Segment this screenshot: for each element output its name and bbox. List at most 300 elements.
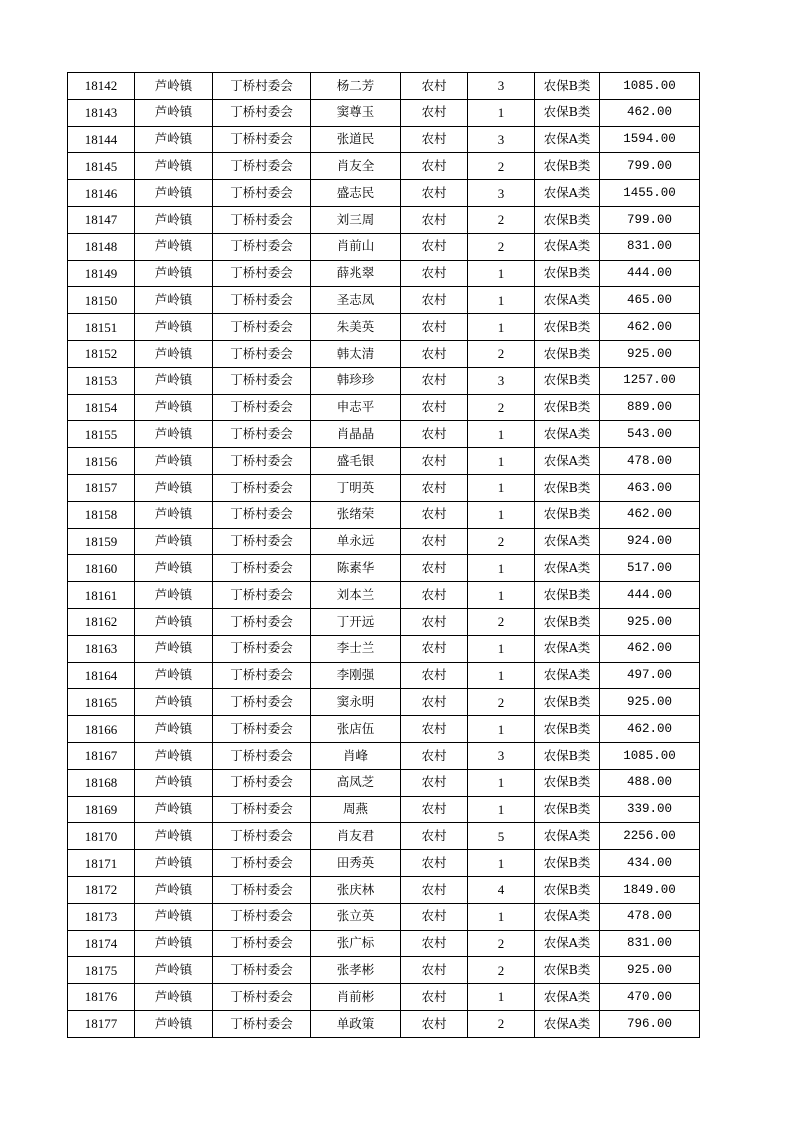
table-row [68,608,700,635]
household-type-cell: 农村 [401,394,468,421]
household-type-cell: 农村 [401,314,468,341]
record-id-cell: 18163 [68,635,135,662]
record-id-cell: 18170 [68,823,135,850]
records-body [68,73,700,1038]
town-cell: 芦岭镇 [135,984,213,1011]
amount-cell: 1085.00 [600,73,700,100]
table-row [68,340,700,367]
town-cell: 芦岭镇 [135,796,213,823]
record-id-cell: 18171 [68,850,135,877]
table-row [68,394,700,421]
town-cell: 芦岭镇 [135,340,213,367]
person-count-cell: 2 [468,340,535,367]
village-committee-cell: 丁桥村委会 [213,823,311,850]
amount-cell: 925.00 [600,340,700,367]
household-type-cell: 农村 [401,367,468,394]
amount-cell: 925.00 [600,608,700,635]
record-id-cell: 18175 [68,957,135,984]
person-count-cell: 1 [468,716,535,743]
amount-cell: 1594.00 [600,126,700,153]
person-name-cell: 肖前山 [311,233,401,260]
insurance-category-cell: 农保B类 [535,608,600,635]
insurance-category-cell: 农保A类 [535,823,600,850]
table-row [68,635,700,662]
record-id-cell: 18149 [68,260,135,287]
person-count-cell: 2 [468,394,535,421]
village-committee-cell: 丁桥村委会 [213,233,311,260]
person-count-cell: 2 [468,153,535,180]
village-committee-cell: 丁桥村委会 [213,501,311,528]
town-cell: 芦岭镇 [135,903,213,930]
person-count-cell: 2 [468,608,535,635]
person-name-cell: 刘本兰 [311,582,401,609]
town-cell: 芦岭镇 [135,662,213,689]
village-committee-cell: 丁桥村委会 [213,73,311,100]
table-row [68,796,700,823]
village-committee-cell: 丁桥村委会 [213,99,311,126]
person-name-cell: 盛志民 [311,180,401,207]
record-id-cell: 18169 [68,796,135,823]
person-name-cell: 田秀英 [311,850,401,877]
amount-cell: 339.00 [600,796,700,823]
table-row [68,957,700,984]
town-cell: 芦岭镇 [135,180,213,207]
household-type-cell: 农村 [401,206,468,233]
amount-cell: 463.00 [600,474,700,501]
table-row [68,903,700,930]
records-table [67,72,700,1038]
amount-cell: 462.00 [600,716,700,743]
insurance-category-cell: 农保A类 [535,662,600,689]
record-id-cell: 18148 [68,233,135,260]
table-row [68,662,700,689]
town-cell: 芦岭镇 [135,555,213,582]
town-cell: 芦岭镇 [135,448,213,475]
record-id-cell: 18162 [68,608,135,635]
household-type-cell: 农村 [401,957,468,984]
table-row [68,823,700,850]
amount-cell: 478.00 [600,903,700,930]
person-name-cell: 张广标 [311,930,401,957]
town-cell: 芦岭镇 [135,99,213,126]
person-name-cell: 肖友全 [311,153,401,180]
record-id-cell: 18168 [68,769,135,796]
amount-cell: 799.00 [600,153,700,180]
person-count-cell: 2 [468,1010,535,1037]
amount-cell: 462.00 [600,501,700,528]
amount-cell: 831.00 [600,233,700,260]
village-committee-cell: 丁桥村委会 [213,796,311,823]
town-cell: 芦岭镇 [135,1010,213,1037]
person-name-cell: 张道民 [311,126,401,153]
amount-cell: 497.00 [600,662,700,689]
amount-cell: 889.00 [600,394,700,421]
village-committee-cell: 丁桥村委会 [213,903,311,930]
table-row [68,1010,700,1037]
village-committee-cell: 丁桥村委会 [213,930,311,957]
insurance-category-cell: 农保B类 [535,367,600,394]
village-committee-cell: 丁桥村委会 [213,448,311,475]
insurance-category-cell: 农保B类 [535,340,600,367]
village-committee-cell: 丁桥村委会 [213,287,311,314]
village-committee-cell: 丁桥村委会 [213,394,311,421]
amount-cell: 462.00 [600,99,700,126]
person-count-cell: 5 [468,823,535,850]
household-type-cell: 农村 [401,126,468,153]
amount-cell: 1849.00 [600,876,700,903]
insurance-category-cell: 农保A类 [535,984,600,1011]
amount-cell: 543.00 [600,421,700,448]
town-cell: 芦岭镇 [135,823,213,850]
person-count-cell: 2 [468,206,535,233]
table-row [68,850,700,877]
person-name-cell: 盛毛银 [311,448,401,475]
table-row [68,153,700,180]
village-committee-cell: 丁桥村委会 [213,153,311,180]
person-count-cell: 3 [468,742,535,769]
insurance-category-cell: 农保B类 [535,742,600,769]
record-id-cell: 18146 [68,180,135,207]
person-count-cell: 3 [468,367,535,394]
household-type-cell: 农村 [401,608,468,635]
amount-cell: 517.00 [600,555,700,582]
person-count-cell: 1 [468,501,535,528]
table-row [68,287,700,314]
person-name-cell: 丁开远 [311,608,401,635]
household-type-cell: 农村 [401,876,468,903]
person-name-cell: 张孝彬 [311,957,401,984]
household-type-cell: 农村 [401,662,468,689]
record-id-cell: 18142 [68,73,135,100]
amount-cell: 1085.00 [600,742,700,769]
town-cell: 芦岭镇 [135,716,213,743]
person-count-cell: 1 [468,448,535,475]
person-name-cell: 张绪荣 [311,501,401,528]
table-row [68,769,700,796]
person-count-cell: 3 [468,180,535,207]
town-cell: 芦岭镇 [135,421,213,448]
record-id-cell: 18167 [68,742,135,769]
town-cell: 芦岭镇 [135,501,213,528]
record-id-cell: 18164 [68,662,135,689]
record-id-cell: 18166 [68,716,135,743]
village-committee-cell: 丁桥村委会 [213,340,311,367]
amount-cell: 1455.00 [600,180,700,207]
insurance-category-cell: 农保B类 [535,689,600,716]
insurance-category-cell: 农保B类 [535,850,600,877]
person-name-cell: 肖晶晶 [311,421,401,448]
person-count-cell: 2 [468,528,535,555]
household-type-cell: 农村 [401,448,468,475]
person-count-cell: 1 [468,421,535,448]
amount-cell: 831.00 [600,930,700,957]
household-type-cell: 农村 [401,180,468,207]
town-cell: 芦岭镇 [135,957,213,984]
village-committee-cell: 丁桥村委会 [213,421,311,448]
person-name-cell: 单永远 [311,528,401,555]
amount-cell: 444.00 [600,260,700,287]
town-cell: 芦岭镇 [135,742,213,769]
village-committee-cell: 丁桥村委会 [213,850,311,877]
household-type-cell: 农村 [401,555,468,582]
household-type-cell: 农村 [401,260,468,287]
insurance-category-cell: 农保B类 [535,206,600,233]
town-cell: 芦岭镇 [135,153,213,180]
person-name-cell: 杨二芳 [311,73,401,100]
person-count-cell: 1 [468,555,535,582]
person-name-cell: 张庆林 [311,876,401,903]
record-id-cell: 18150 [68,287,135,314]
village-committee-cell: 丁桥村委会 [213,555,311,582]
town-cell: 芦岭镇 [135,206,213,233]
person-name-cell: 丁明英 [311,474,401,501]
person-name-cell: 窦尊玉 [311,99,401,126]
village-committee-cell: 丁桥村委会 [213,689,311,716]
amount-cell: 478.00 [600,448,700,475]
record-id-cell: 18177 [68,1010,135,1037]
person-count-cell: 1 [468,287,535,314]
record-id-cell: 18155 [68,421,135,448]
table-row [68,474,700,501]
town-cell: 芦岭镇 [135,367,213,394]
table-row [68,716,700,743]
insurance-category-cell: 农保A类 [535,448,600,475]
village-committee-cell: 丁桥村委会 [213,260,311,287]
household-type-cell: 农村 [401,153,468,180]
household-type-cell: 农村 [401,742,468,769]
amount-cell: 462.00 [600,635,700,662]
town-cell: 芦岭镇 [135,233,213,260]
person-name-cell: 李士兰 [311,635,401,662]
amount-cell: 796.00 [600,1010,700,1037]
insurance-category-cell: 农保A类 [535,233,600,260]
town-cell: 芦岭镇 [135,930,213,957]
person-count-cell: 1 [468,850,535,877]
village-committee-cell: 丁桥村委会 [213,582,311,609]
household-type-cell: 农村 [401,930,468,957]
person-name-cell: 肖前彬 [311,984,401,1011]
town-cell: 芦岭镇 [135,635,213,662]
insurance-category-cell: 农保A类 [535,180,600,207]
amount-cell: 1257.00 [600,367,700,394]
household-type-cell: 农村 [401,796,468,823]
person-count-cell: 1 [468,99,535,126]
insurance-category-cell: 农保B类 [535,957,600,984]
town-cell: 芦岭镇 [135,394,213,421]
household-type-cell: 农村 [401,340,468,367]
record-id-cell: 18174 [68,930,135,957]
household-type-cell: 农村 [401,99,468,126]
person-count-cell: 1 [468,260,535,287]
person-count-cell: 1 [468,582,535,609]
village-committee-cell: 丁桥村委会 [213,180,311,207]
insurance-category-cell: 农保A类 [535,126,600,153]
household-type-cell: 农村 [401,689,468,716]
village-committee-cell: 丁桥村委会 [213,769,311,796]
village-committee-cell: 丁桥村委会 [213,957,311,984]
person-name-cell: 朱美英 [311,314,401,341]
record-id-cell: 18176 [68,984,135,1011]
person-count-cell: 3 [468,126,535,153]
person-count-cell: 2 [468,930,535,957]
household-type-cell: 农村 [401,528,468,555]
household-type-cell: 农村 [401,823,468,850]
insurance-category-cell: 农保B类 [535,769,600,796]
town-cell: 芦岭镇 [135,582,213,609]
record-id-cell: 18154 [68,394,135,421]
record-id-cell: 18156 [68,448,135,475]
table-row [68,206,700,233]
table-row [68,73,700,100]
table-row [68,930,700,957]
household-type-cell: 农村 [401,421,468,448]
insurance-category-cell: 农保B类 [535,876,600,903]
person-count-cell: 2 [468,233,535,260]
person-count-cell: 1 [468,314,535,341]
table-row [68,555,700,582]
village-committee-cell: 丁桥村委会 [213,367,311,394]
town-cell: 芦岭镇 [135,876,213,903]
insurance-category-cell: 农保B类 [535,153,600,180]
person-count-cell: 2 [468,689,535,716]
insurance-category-cell: 农保B类 [535,99,600,126]
table-row [68,984,700,1011]
person-name-cell: 申志平 [311,394,401,421]
insurance-category-cell: 农保A类 [535,635,600,662]
table-row [68,99,700,126]
amount-cell: 465.00 [600,287,700,314]
amount-cell: 924.00 [600,528,700,555]
record-id-cell: 18152 [68,340,135,367]
amount-cell: 444.00 [600,582,700,609]
person-count-cell: 1 [468,662,535,689]
amount-cell: 488.00 [600,769,700,796]
table-row [68,367,700,394]
record-id-cell: 18143 [68,99,135,126]
person-name-cell: 肖友君 [311,823,401,850]
village-committee-cell: 丁桥村委会 [213,126,311,153]
person-name-cell: 刘三周 [311,206,401,233]
amount-cell: 2256.00 [600,823,700,850]
insurance-category-cell: 农保B类 [535,501,600,528]
insurance-category-cell: 农保B类 [535,73,600,100]
person-name-cell: 肖峰 [311,742,401,769]
insurance-category-cell: 农保B类 [535,474,600,501]
person-count-cell: 4 [468,876,535,903]
person-count-cell: 1 [468,796,535,823]
table-row [68,689,700,716]
town-cell: 芦岭镇 [135,528,213,555]
table-row [68,421,700,448]
insurance-category-cell: 农保A类 [535,930,600,957]
person-name-cell: 张店伍 [311,716,401,743]
village-committee-cell: 丁桥村委会 [213,984,311,1011]
village-committee-cell: 丁桥村委会 [213,1010,311,1037]
table-row [68,528,700,555]
amount-cell: 925.00 [600,957,700,984]
person-name-cell: 李刚强 [311,662,401,689]
household-type-cell: 农村 [401,233,468,260]
record-id-cell: 18159 [68,528,135,555]
insurance-category-cell: 农保A类 [535,1010,600,1037]
record-id-cell: 18144 [68,126,135,153]
person-count-cell: 1 [468,903,535,930]
household-type-cell: 农村 [401,984,468,1011]
person-name-cell: 窦永明 [311,689,401,716]
insurance-category-cell: 农保B类 [535,314,600,341]
village-committee-cell: 丁桥村委会 [213,662,311,689]
person-name-cell: 韩珍珍 [311,367,401,394]
record-id-cell: 18157 [68,474,135,501]
household-type-cell: 农村 [401,501,468,528]
person-name-cell: 陈素华 [311,555,401,582]
town-cell: 芦岭镇 [135,608,213,635]
record-id-cell: 18147 [68,206,135,233]
household-type-cell: 农村 [401,903,468,930]
person-name-cell: 单政策 [311,1010,401,1037]
town-cell: 芦岭镇 [135,850,213,877]
table-row [68,582,700,609]
amount-cell: 470.00 [600,984,700,1011]
table-row [68,260,700,287]
record-id-cell: 18165 [68,689,135,716]
amount-cell: 434.00 [600,850,700,877]
household-type-cell: 农村 [401,474,468,501]
insurance-category-cell: 农保B类 [535,260,600,287]
table-row [68,126,700,153]
village-committee-cell: 丁桥村委会 [213,206,311,233]
insurance-category-cell: 农保B类 [535,716,600,743]
person-name-cell: 周燕 [311,796,401,823]
record-id-cell: 18158 [68,501,135,528]
amount-cell: 925.00 [600,689,700,716]
town-cell: 芦岭镇 [135,287,213,314]
village-committee-cell: 丁桥村委会 [213,608,311,635]
insurance-category-cell: 农保A类 [535,903,600,930]
person-count-cell: 1 [468,474,535,501]
table-row [68,742,700,769]
table-row [68,876,700,903]
household-type-cell: 农村 [401,287,468,314]
person-count-cell: 1 [468,635,535,662]
town-cell: 芦岭镇 [135,314,213,341]
amount-cell: 462.00 [600,314,700,341]
record-id-cell: 18161 [68,582,135,609]
amount-cell: 799.00 [600,206,700,233]
village-committee-cell: 丁桥村委会 [213,635,311,662]
insurance-category-cell: 农保A类 [535,287,600,314]
insurance-category-cell: 农保A类 [535,528,600,555]
household-type-cell: 农村 [401,850,468,877]
village-committee-cell: 丁桥村委会 [213,742,311,769]
person-name-cell: 张立英 [311,903,401,930]
village-committee-cell: 丁桥村委会 [213,314,311,341]
household-type-cell: 农村 [401,582,468,609]
table-row [68,448,700,475]
record-id-cell: 18160 [68,555,135,582]
table-row [68,501,700,528]
table-row [68,233,700,260]
household-type-cell: 农村 [401,716,468,743]
record-id-cell: 18173 [68,903,135,930]
record-id-cell: 18145 [68,153,135,180]
person-name-cell: 高凤芝 [311,769,401,796]
person-count-cell: 2 [468,957,535,984]
table-row [68,314,700,341]
town-cell: 芦岭镇 [135,769,213,796]
household-type-cell: 农村 [401,1010,468,1037]
insurance-category-cell: 农保A类 [535,555,600,582]
